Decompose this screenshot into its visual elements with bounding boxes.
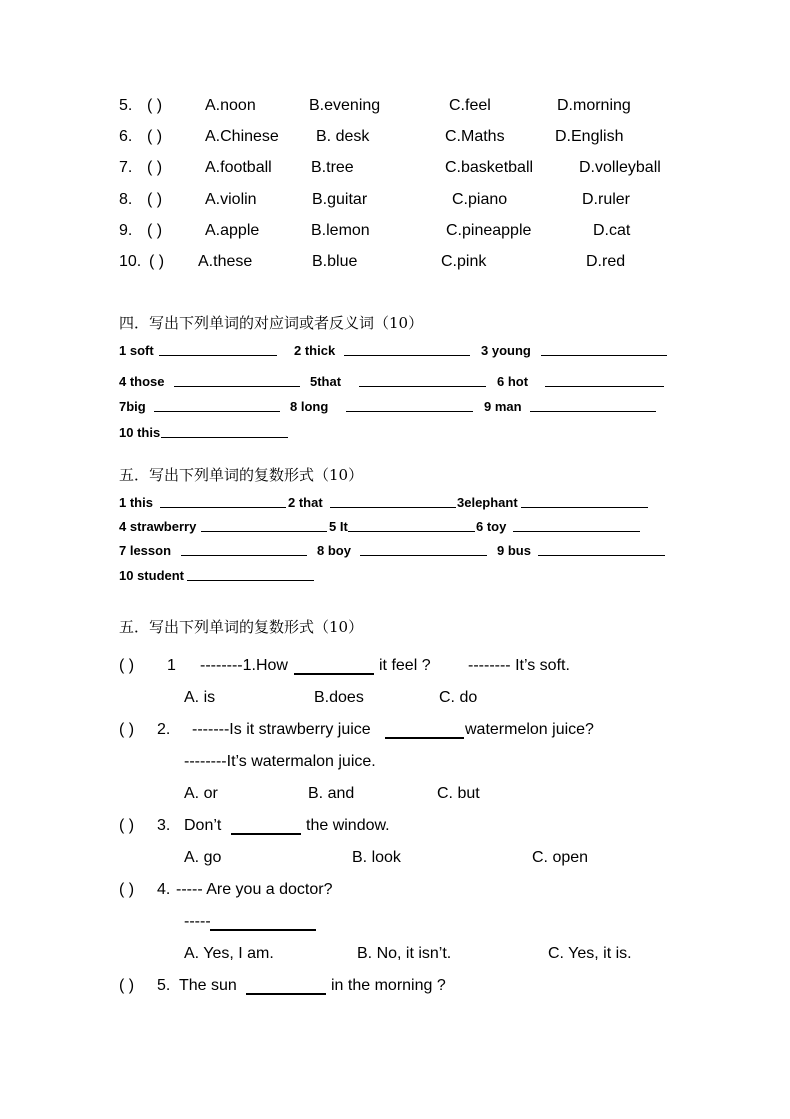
word-item: 9 bus bbox=[497, 543, 531, 558]
option-a: A. or bbox=[184, 785, 218, 802]
question-text: The sun bbox=[179, 977, 237, 994]
word-item: 2 thick bbox=[294, 343, 336, 358]
option-d: D.red bbox=[586, 253, 626, 270]
answer-paren: ( ) bbox=[147, 222, 163, 239]
answer-blank[interactable] bbox=[210, 929, 316, 931]
question-number: 1 bbox=[167, 657, 176, 674]
option-a: A.Chinese bbox=[205, 128, 279, 145]
answer-blank[interactable] bbox=[513, 531, 640, 532]
answer-blank[interactable] bbox=[294, 673, 374, 675]
question-text-end: it feel ? bbox=[379, 657, 431, 674]
question-number: 2. bbox=[157, 721, 171, 738]
option-a: A.noon bbox=[205, 97, 256, 114]
option-b: B.does bbox=[314, 689, 364, 706]
answer-blank[interactable] bbox=[231, 833, 301, 835]
answer-blank[interactable] bbox=[348, 531, 475, 532]
choice-number: 6. bbox=[119, 128, 133, 145]
answer-blank[interactable] bbox=[201, 531, 327, 532]
answer-blank[interactable] bbox=[538, 555, 665, 556]
option-c: C. open bbox=[532, 849, 589, 866]
word-item: 6 toy bbox=[476, 519, 507, 534]
question-text: -------Is it strawberry juice bbox=[192, 721, 371, 738]
option-b: B.evening bbox=[309, 97, 381, 114]
choice-number: 5. bbox=[119, 97, 133, 114]
option-d: D.volleyball bbox=[579, 159, 661, 176]
answer-paren: ( ) bbox=[147, 128, 163, 145]
option-c: C.pink bbox=[441, 253, 487, 270]
answer-paren: ( ) bbox=[149, 253, 165, 270]
option-b: B.lemon bbox=[311, 222, 370, 239]
word-item: 1 this bbox=[119, 495, 153, 510]
answer-blank[interactable] bbox=[330, 507, 456, 508]
answer-paren: ( ) bbox=[119, 721, 135, 738]
question-number: 4. bbox=[157, 881, 171, 898]
option-c: C.piano bbox=[452, 191, 508, 208]
word-item: 3elephant bbox=[457, 495, 518, 510]
option-c: C.Maths bbox=[445, 128, 505, 145]
answer-paren: ( ) bbox=[119, 817, 135, 834]
answer-paren: ( ) bbox=[147, 159, 163, 176]
answer-paren: ( ) bbox=[119, 657, 135, 674]
answer-paren: ( ) bbox=[147, 191, 163, 208]
word-item: 5that bbox=[310, 374, 342, 389]
answer-blank[interactable] bbox=[360, 555, 487, 556]
word-item: 5 It bbox=[329, 519, 348, 534]
option-a: A.football bbox=[205, 159, 272, 176]
option-c: C.basketball bbox=[445, 159, 534, 176]
option-b: B. No, it isn’t. bbox=[357, 945, 452, 962]
section-5-title: 五．写出下列单词的复数形式（10） bbox=[119, 466, 364, 484]
choice-number: 7. bbox=[119, 159, 133, 176]
option-b: B. look bbox=[352, 849, 401, 866]
answer-blank[interactable] bbox=[161, 437, 288, 438]
question-text: --------1.How bbox=[200, 657, 288, 674]
answer-blank[interactable] bbox=[344, 355, 470, 356]
option-d: D.ruler bbox=[582, 191, 631, 208]
word-item: 8 boy bbox=[317, 543, 351, 558]
word-item: 4 strawberry bbox=[119, 519, 197, 534]
answer-blank[interactable] bbox=[160, 507, 286, 508]
answer-blank[interactable] bbox=[545, 386, 664, 387]
option-d: D.cat bbox=[593, 222, 631, 239]
word-item: 3 young bbox=[481, 343, 531, 358]
option-c: C. do bbox=[439, 689, 478, 706]
answer-blank[interactable] bbox=[159, 355, 277, 356]
word-item: 2 that bbox=[288, 495, 323, 510]
answer-blank[interactable] bbox=[154, 411, 280, 412]
answer-blank[interactable] bbox=[521, 507, 648, 508]
option-b: B.blue bbox=[312, 253, 358, 270]
choice-number: 8. bbox=[119, 191, 133, 208]
option-d: D.English bbox=[555, 128, 624, 145]
option-c: C. Yes, it is. bbox=[548, 945, 632, 962]
answer-paren: ( ) bbox=[147, 97, 163, 114]
word-item: 8 long bbox=[290, 399, 329, 414]
question-number: 3. bbox=[157, 817, 171, 834]
word-item: 4 those bbox=[119, 374, 165, 389]
word-item: 9 man bbox=[484, 399, 522, 414]
question-number: 5. bbox=[157, 977, 171, 994]
option-d: D.morning bbox=[557, 97, 631, 114]
answer-blank[interactable] bbox=[541, 355, 667, 356]
answer-blank[interactable] bbox=[187, 580, 314, 581]
question-reply: -------- It’s soft. bbox=[468, 657, 570, 674]
word-item: 7big bbox=[119, 399, 146, 414]
word-item: 1 soft bbox=[119, 343, 154, 358]
option-b: B. and bbox=[308, 785, 355, 802]
option-b: B.tree bbox=[311, 159, 354, 176]
option-b: B.guitar bbox=[312, 191, 368, 208]
option-c: C. but bbox=[437, 785, 480, 802]
word-item: 6 hot bbox=[497, 374, 529, 389]
option-c: C.pineapple bbox=[446, 222, 532, 239]
section-4-title: 四．写出下列单词的对应词或者反义词（10） bbox=[119, 314, 424, 332]
option-c: C.feel bbox=[449, 97, 491, 114]
question-reply: --------It’s watermalon juice. bbox=[184, 753, 376, 770]
answer-blank[interactable] bbox=[530, 411, 656, 412]
option-a: A.these bbox=[198, 253, 253, 270]
option-a: A. Yes, I am. bbox=[184, 945, 274, 962]
answer-blank[interactable] bbox=[346, 411, 473, 412]
question-text: ----- Are you a doctor? bbox=[176, 881, 333, 898]
word-item: 7 lesson bbox=[119, 543, 172, 558]
answer-blank[interactable] bbox=[246, 993, 326, 995]
question-text-end: watermelon juice? bbox=[465, 721, 594, 738]
answer-paren: ( ) bbox=[119, 977, 135, 994]
question-text-end: in the morning ? bbox=[331, 977, 446, 994]
question-reply: ----- bbox=[184, 913, 211, 930]
choice-number: 9. bbox=[119, 222, 133, 239]
section-5b-title: 五．写出下列单词的复数形式（10） bbox=[119, 618, 364, 636]
answer-blank[interactable] bbox=[181, 555, 307, 556]
question-text-end: the window. bbox=[306, 817, 390, 834]
option-b: B. desk bbox=[316, 128, 370, 145]
option-a: A.apple bbox=[205, 222, 260, 239]
option-a: A. is bbox=[184, 689, 216, 706]
answer-blank[interactable] bbox=[385, 737, 464, 739]
question-text: Don’t bbox=[184, 817, 222, 834]
option-a: A.violin bbox=[205, 191, 257, 208]
answer-blank[interactable] bbox=[359, 386, 486, 387]
word-item: 10 student bbox=[119, 568, 185, 583]
choice-number: 10. bbox=[119, 253, 142, 270]
word-item: 10 this bbox=[119, 425, 161, 440]
answer-blank[interactable] bbox=[174, 386, 300, 387]
option-a: A. go bbox=[184, 849, 222, 866]
answer-paren: ( ) bbox=[119, 881, 135, 898]
